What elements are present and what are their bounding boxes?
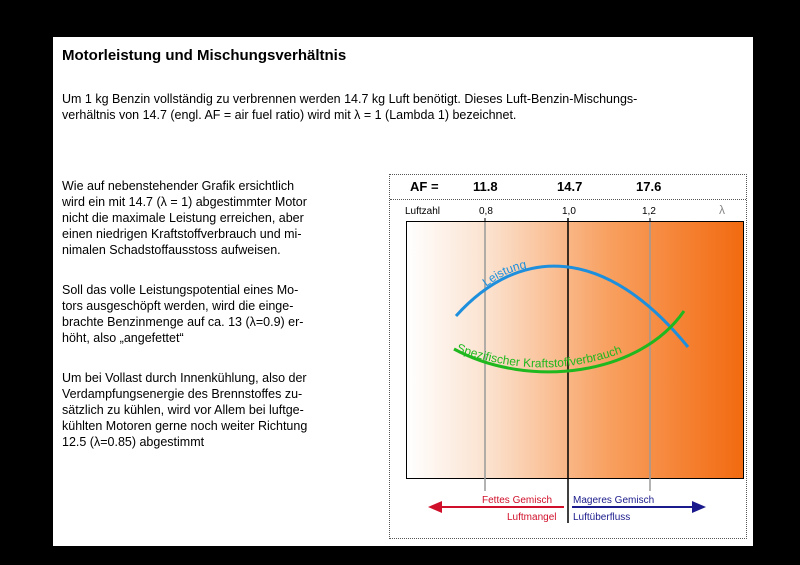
af-value: 14.7 <box>557 179 583 194</box>
rich-mixture-label: Fettes Gemisch <box>482 495 553 506</box>
paragraph-line: nicht die maximale Leistung erreichen, aber <box>62 211 304 225</box>
lambda-tick: 0,8 <box>479 206 493 217</box>
lambda-symbol: λ <box>719 203 725 217</box>
lean-mixture-label: Mageres Gemisch <box>573 495 655 506</box>
paragraph-line: sätzlich zu kühlen, wird vor Allem bei luftge- <box>62 403 304 417</box>
air-excess-label: Luftüberfluss <box>573 512 631 523</box>
lambda-diagram <box>389 174 747 539</box>
slide <box>53 37 753 546</box>
paragraph-line: nimalen Schadstoffausstoss aufweisen. <box>62 243 281 257</box>
rich-arrow-head <box>428 501 442 513</box>
paragraph-line: kühlten Motoren gerne noch weiter Richtung <box>62 419 308 433</box>
paragraph-line: Wie auf nebenstehender Grafik ersichtlich <box>62 179 295 193</box>
paragraph-2 <box>62 282 362 346</box>
paragraph-line: tors ausgeschöpft werden, wird die einge- <box>62 299 294 313</box>
paragraph-line: Um bei Vollast durch Innenkühlung, also der <box>62 371 307 385</box>
lambda-tick: 1,2 <box>642 206 656 217</box>
paragraph-line: Verdampfungsenergie des Brennstoffes zu- <box>62 387 303 401</box>
af-label: AF = <box>410 179 439 194</box>
paragraph-line: brachte Benzinmenge auf ca. 13 (λ=0.9) er- <box>62 315 304 329</box>
intro-line-1: Um 1 kg Benzin vollständig zu verbrennen werden 14.7 kg Luft benötigt. Dieses Luft-Benzin-Mischungs- <box>62 92 638 106</box>
diagram-svg <box>390 175 746 538</box>
luftzahl-label: Luftzahl <box>405 206 441 217</box>
leistung-label <box>480 257 528 289</box>
air-deficit-label: Luftmangel <box>507 512 557 523</box>
intro-text <box>62 91 742 123</box>
paragraph-1 <box>62 178 362 258</box>
verbrauch-label-path: Spezifischer Kraftstoffverbrauch <box>454 340 624 371</box>
lambda-tick: 1,0 <box>562 206 576 217</box>
lean-arrow-head <box>692 501 706 513</box>
paragraph-3 <box>62 370 362 450</box>
paragraph-line: 12.5 (λ=0.85) abgestimmt <box>62 435 205 449</box>
leistung-label-path: Leistung <box>479 257 528 290</box>
page-title: Motorleistung und Mischungsverhältnis <box>62 47 347 64</box>
intro-line-2: verhältnis von 14.7 (engl. AF = air fuel ratio) wird mit λ = 1 (Lambda 1) bezeichnet. <box>62 108 517 122</box>
paragraph-line: Soll das volle Leistungspotential eines Mo- <box>62 283 299 297</box>
paragraph-line: höht, also „angefettet“ <box>62 331 184 345</box>
paragraph-line: wird ein mit 14.7 (λ = 1) abgestimmter Motor <box>62 195 307 209</box>
af-value: 17.6 <box>636 179 662 194</box>
af-value: 11.8 <box>473 179 498 194</box>
paragraph-line: einen niedrigen Kraftstoffverbrauch und mi- <box>62 227 302 241</box>
